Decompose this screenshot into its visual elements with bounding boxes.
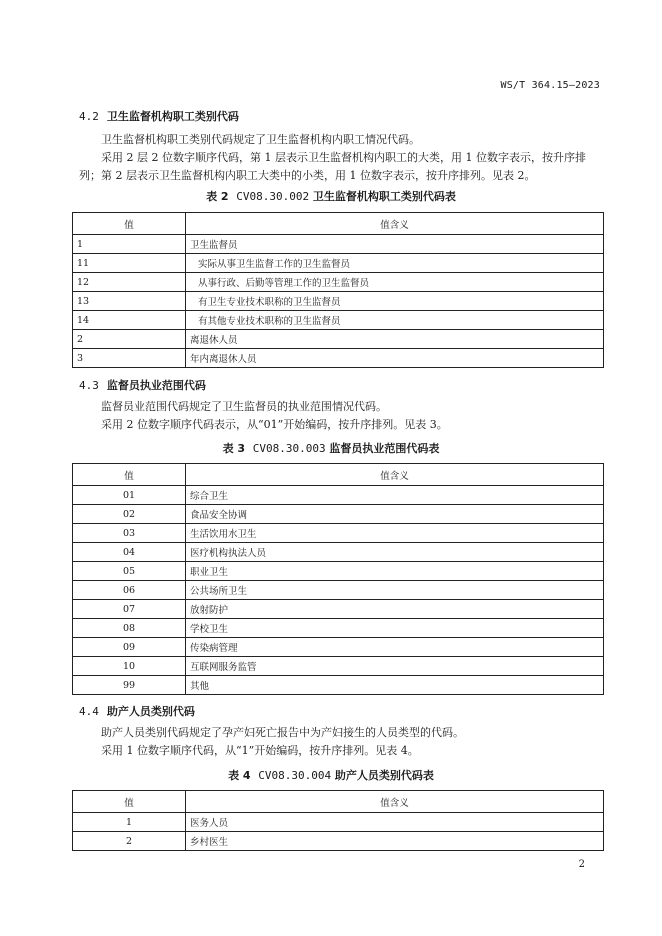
table-row (73, 600, 604, 619)
cell-meaning: 卫生监督员 (186, 235, 604, 254)
cell-value: 10 (73, 657, 186, 676)
cell-meaning: 放射防护 (186, 600, 604, 619)
cell-value: 3 (73, 349, 186, 368)
column-header-value: 值 (73, 791, 186, 813)
section-4-2-body (79, 131, 604, 185)
table-row (73, 657, 604, 676)
standard-id: WS/T 364.15—2023 (500, 80, 600, 91)
column-header-meaning: 值含义 (186, 464, 604, 486)
cell-meaning: 生活饮用水卫生 (186, 524, 604, 543)
cell-meaning: 从事行政、后勤等管理工作的卫生监督员 (186, 273, 604, 292)
paragraph: 助产人员类别代码规定了孕产妇死亡报告中为产妇接生的人员类型的代码。 (101, 726, 464, 739)
section-title: 卫生监督机构职工类别代码 (106, 110, 239, 123)
cell-value: 09 (73, 638, 186, 657)
cell-meaning: 互联网服务监管 (186, 657, 604, 676)
caption-prefix: 表 2 (206, 190, 229, 203)
section-heading-4-3 (79, 377, 206, 393)
cell-meaning: 传染病管理 (186, 638, 604, 657)
cell-value: 12 (73, 273, 186, 292)
cell-meaning: 其他 (186, 676, 604, 695)
cell-meaning: 乡村医生 (186, 832, 604, 851)
table-row (73, 543, 604, 562)
section-number: 4.2 (79, 110, 99, 123)
section-4-3-body (79, 398, 604, 434)
cell-value: 13 (73, 292, 186, 311)
caption-code: CV08.30.002 (236, 190, 310, 203)
table-3 (72, 463, 604, 695)
cell-value: 03 (73, 524, 186, 543)
cell-meaning: 医疗机构执法人员 (186, 543, 604, 562)
paragraph-continuation: 列；第 2 层表示卫生监督机构内职工大类中的小类，用 1 位数字表示，按升序排列。见表 2。 (79, 169, 536, 182)
paragraph: 卫生监督机构职工类别代码规定了卫生监督机构内职工情况代码。 (101, 133, 420, 146)
cell-meaning: 离退休人员 (186, 330, 604, 349)
section-title: 监督员执业范围代码 (106, 379, 206, 392)
table-row (73, 292, 604, 311)
section-heading-4-4 (79, 703, 195, 719)
caption-title: 监督员执业范围代码表 (329, 442, 440, 455)
table-row (73, 619, 604, 638)
caption-code: CV08.30.004 (258, 769, 332, 782)
table-row (73, 505, 604, 524)
table-3-caption (0, 440, 662, 456)
caption-prefix: 表 4 (228, 769, 251, 782)
cell-meaning: 年内离退休人员 (186, 349, 604, 368)
cell-meaning: 有卫生专业技术职称的卫生监督员 (186, 292, 604, 311)
table-2 (72, 212, 604, 368)
caption-code: CV08.30.003 (252, 442, 326, 455)
table-row (73, 581, 604, 600)
cell-value: 02 (73, 505, 186, 524)
paragraph: 采用 2 层 2 位数字顺序代码，第 1 层表示卫生监督机构内职工的大类，用 1 位数字表示，按升序排 (101, 151, 586, 164)
caption-prefix: 表 3 (222, 442, 246, 455)
cell-value: 2 (73, 330, 186, 349)
cell-value: 1 (73, 235, 186, 254)
caption-title: 助产人员类别代码表 (334, 769, 434, 782)
cell-value: 08 (73, 619, 186, 638)
table-4-caption (0, 767, 662, 783)
table-2-caption (0, 188, 662, 204)
table-row (73, 638, 604, 657)
section-4-4-body (79, 724, 604, 760)
cell-meaning: 实际从事卫生监督工作的卫生监督员 (186, 254, 604, 273)
table-row (73, 330, 604, 349)
paragraph: 采用 2 位数字顺序代码表示，从“01”开始编码，按升序排列。见表 3。 (101, 418, 448, 431)
cell-value: 07 (73, 600, 186, 619)
table-row (73, 311, 604, 330)
table-row (73, 254, 604, 273)
column-header-meaning: 值含义 (186, 791, 604, 813)
table-row (73, 562, 604, 581)
cell-value: 06 (73, 581, 186, 600)
table-row (73, 235, 604, 254)
section-number: 4.3 (79, 379, 99, 392)
cell-meaning: 职业卫生 (186, 562, 604, 581)
paragraph: 监督员业范围代码规定了卫生监督员的执业范围情况代码。 (101, 400, 387, 413)
cell-value: 1 (73, 813, 186, 832)
cell-value: 01 (73, 486, 186, 505)
cell-value: 99 (73, 676, 186, 695)
paragraph: 采用 1 位数字顺序代码，从“1”开始编码，按升序排列。见表 4。 (101, 744, 419, 757)
cell-value: 14 (73, 311, 186, 330)
table-4 (72, 790, 604, 851)
cell-value: 05 (73, 562, 186, 581)
table-row (73, 832, 604, 851)
table-header-row (73, 791, 604, 813)
caption-title: 卫生监督机构职工类别代码表 (312, 190, 456, 203)
section-heading-4-2 (79, 108, 239, 124)
cell-meaning: 食品安全协调 (186, 505, 604, 524)
column-header-value: 值 (73, 464, 186, 486)
section-title: 助产人员类别代码 (106, 705, 195, 718)
column-header-meaning: 值含义 (186, 213, 604, 235)
table-row (73, 676, 604, 695)
cell-meaning: 学校卫生 (186, 619, 604, 638)
cell-meaning: 公共场所卫生 (186, 581, 604, 600)
table-row (73, 524, 604, 543)
cell-value: 11 (73, 254, 186, 273)
cell-meaning: 有其他专业技术职称的卫生监督员 (186, 311, 604, 330)
table-row (73, 273, 604, 292)
table-row (73, 486, 604, 505)
cell-meaning: 医务人员 (186, 813, 604, 832)
cell-value: 04 (73, 543, 186, 562)
table-row (73, 813, 604, 832)
cell-meaning: 综合卫生 (186, 486, 604, 505)
section-number: 4.4 (79, 705, 99, 718)
table-header-row (73, 213, 604, 235)
column-header-value: 值 (73, 213, 186, 235)
cell-value: 2 (73, 832, 186, 851)
table-header-row (73, 464, 604, 486)
table-row (73, 349, 604, 368)
page-number: 2 (578, 859, 585, 870)
